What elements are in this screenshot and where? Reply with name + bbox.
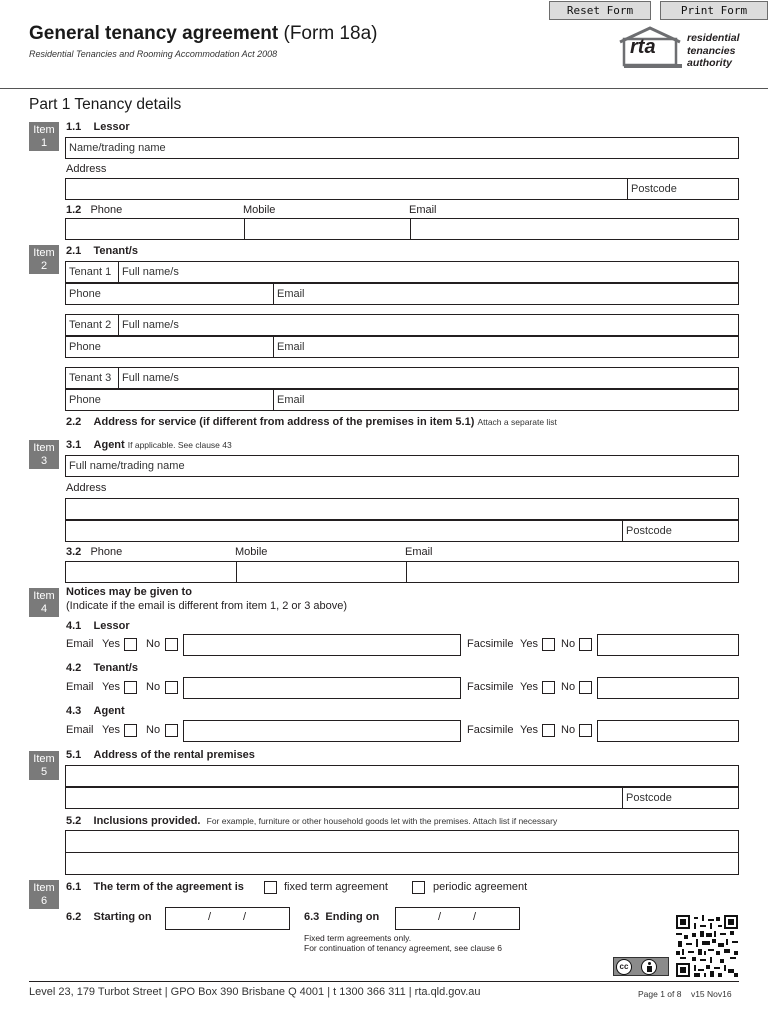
part1-title: Part 1 Tenancy details (29, 96, 182, 113)
notice-tenant-fax-yes-checkbox[interactable] (542, 681, 555, 694)
lessor-mobile-input[interactable] (244, 218, 411, 240)
print-form-button[interactable]: Print Form (660, 1, 768, 20)
notice-lessor-email-no-checkbox[interactable] (165, 638, 178, 651)
inclusions-line1-input[interactable] (65, 830, 739, 853)
footer-contact: Level 23, 179 Turbot Street | GPO Box 390 Brisbane Q 4001 | t 1300 366 311 | rta.qld.gov.au (29, 986, 481, 998)
lessor-email-input[interactable] (410, 218, 739, 240)
notice-agent-no-label: No (146, 724, 161, 736)
item-3-badge: Item 3 (29, 440, 59, 469)
notice-lessor-no-label: No (146, 638, 161, 650)
end-date-slash-1: / (438, 911, 442, 923)
title-main: General tenancy agreement (29, 23, 279, 44)
tenant2-name-input[interactable]: Full name/s (118, 314, 739, 336)
continuation-note: For continuation of tenancy agreement, see clause 6 (304, 943, 502, 953)
agent-email-label: Email (405, 546, 433, 558)
notice-lessor-fax-input[interactable] (597, 634, 739, 656)
premises-address-line1-input[interactable] (65, 765, 739, 787)
tenant3-phone-input[interactable]: Phone (65, 389, 274, 411)
notice-lessor-email-input[interactable] (183, 634, 461, 656)
notice-agent-fax-no-label: No (561, 724, 576, 736)
agent-email-input[interactable] (406, 561, 739, 583)
item-4-badge: Item 4 (29, 588, 59, 617)
notice-tenant-no-label: No (146, 681, 161, 693)
start-date-slash-1: / (208, 911, 212, 923)
notice-agent-yes-label: Yes (102, 724, 120, 736)
notice-lessor-fax-yes-label: Yes (520, 638, 538, 650)
term-heading: 6.1 The term of the agreement is (66, 881, 244, 893)
notice-lessor-email-label: Email (66, 638, 94, 650)
notice-tenant-email-input[interactable] (183, 677, 461, 699)
tenant1-label-cell: Tenant 1 (65, 261, 119, 283)
notice-tenant-email-label: Email (66, 681, 94, 693)
tenant1-email-input[interactable]: Email (273, 283, 739, 305)
cc-icon: cc (616, 959, 632, 975)
lessor-email-label: Email (409, 204, 437, 216)
start-date-slash-2: / (243, 911, 247, 923)
end-date-input[interactable] (395, 907, 520, 930)
notice-tenant-email-no-checkbox[interactable] (165, 681, 178, 694)
item-5-badge: Item 5 (29, 751, 59, 780)
tenant3-label-cell: Tenant 3 (65, 367, 119, 389)
agent-name-input[interactable]: Full name/trading name (65, 455, 739, 477)
item-6-badge: Item 6 (29, 880, 59, 909)
inclusions-heading: 5.2 Inclusions provided. For example, furniture or other household goods let with the premises. Attach list if necessary (66, 815, 558, 827)
notice-tenant-yes-label: Yes (102, 681, 120, 693)
agent-mobile-input[interactable] (236, 561, 407, 583)
notice-lessor-fax-yes-checkbox[interactable] (542, 638, 555, 651)
agent-mobile-label: Mobile (235, 546, 268, 558)
footer-divider (29, 981, 739, 982)
notice-tenant-fax-no-label: No (561, 681, 576, 693)
premises-postcode-input[interactable]: Postcode (622, 787, 739, 809)
lessor-postcode-input[interactable]: Postcode (627, 178, 739, 200)
tenant2-email-input[interactable]: Email (273, 336, 739, 358)
notice-tenant-fax-yes-label: Yes (520, 681, 538, 693)
notice-lessor-email-yes-checkbox[interactable] (124, 638, 137, 651)
notice-lessor-fax-no-checkbox[interactable] (579, 638, 592, 651)
attribution-icon (641, 959, 657, 975)
agent-phone-input[interactable] (65, 561, 237, 583)
page-number: Page 1 of 8 v15 Nov16 (638, 989, 732, 999)
rta-logo-text: residential tenancies authority (687, 32, 740, 69)
lessor-heading: 1.1 Lessor (66, 121, 130, 133)
page-subtitle: Residential Tenancies and Rooming Accommodation Act 2008 (29, 49, 278, 59)
notice-tenant-fax-no-checkbox[interactable] (579, 681, 592, 694)
agent-postcode-input[interactable]: Postcode (622, 520, 739, 542)
item-1-badge: Item 1 (29, 122, 59, 151)
notice-agent-fax-yes-checkbox[interactable] (542, 724, 555, 737)
tenant3-email-input[interactable]: Email (273, 389, 739, 411)
agent-heading: 3.1 Agent If applicable. See clause 43 (66, 439, 232, 451)
notice-agent-email-yes-checkbox[interactable] (124, 724, 137, 737)
notice-tenant-heading: 4.2 Tenant/s (66, 662, 138, 674)
lessor-address-label: Address (66, 163, 107, 175)
agent-address-label: Address (66, 482, 107, 494)
tenant1-phone-input[interactable]: Phone (65, 283, 274, 305)
notice-agent-fax-input[interactable] (597, 720, 739, 742)
agent-address-line1-input[interactable] (65, 498, 739, 520)
notice-agent-email-label: Email (66, 724, 94, 736)
notice-tenant-fax-label: Facsimile (467, 681, 514, 693)
notice-agent-fax-no-checkbox[interactable] (579, 724, 592, 737)
tenant2-phone-input[interactable]: Phone (65, 336, 274, 358)
inclusions-line2-input[interactable] (65, 852, 739, 875)
tenant1-name-input[interactable]: Full name/s (118, 261, 739, 283)
notice-agent-email-input[interactable] (183, 720, 461, 742)
notices-subtitle: (Indicate if the email is different from item 1, 2 or 3 above) (66, 600, 348, 612)
fixed-term-label: fixed term agreement (284, 881, 388, 893)
tenants-heading: 2.1 Tenant/s (66, 245, 138, 257)
notice-lessor-fax-no-label: No (561, 638, 576, 650)
header-divider (0, 88, 768, 89)
tenant2-label-cell: Tenant 2 (65, 314, 119, 336)
agent-address-line2-input[interactable] (65, 520, 623, 542)
end-date-slash-2: / (473, 911, 477, 923)
notice-agent-fax-yes-label: Yes (520, 724, 538, 736)
lessor-phone-heading: 1.2 Phone (66, 204, 123, 216)
tenant3-name-input[interactable]: Full name/s (118, 367, 739, 389)
lessor-phone-input[interactable] (65, 218, 245, 240)
lessor-mobile-label: Mobile (243, 204, 276, 216)
item-2-badge: Item 2 (29, 245, 59, 274)
periodic-checkbox[interactable] (412, 881, 425, 894)
notice-tenant-fax-input[interactable] (597, 677, 739, 699)
rta-logo-mark: rta (630, 36, 656, 58)
notice-agent-fax-label: Facsimile (467, 724, 514, 736)
notice-lessor-fax-label: Facsimile (467, 638, 514, 650)
fixed-term-checkbox[interactable] (264, 881, 277, 894)
rta-logo (614, 24, 744, 72)
premises-address-line2-input[interactable] (65, 787, 623, 809)
agent-phone-heading: 3.2 Phone (66, 546, 123, 558)
notice-agent-heading: 4.3 Agent (66, 705, 125, 717)
notice-tenant-email-yes-checkbox[interactable] (124, 681, 137, 694)
title-form-number: (Form 18a) (283, 23, 378, 44)
premises-heading: 5.1 Address of the rental premises (66, 749, 255, 761)
notice-lessor-heading: 4.1 Lessor (66, 620, 130, 632)
notice-lessor-yes-label: Yes (102, 638, 120, 650)
lessor-address-input[interactable] (65, 178, 628, 200)
address-for-service-heading: 2.2 Address for service (if different from address of the premises in item 5.1) Attach a separate list (66, 416, 557, 428)
start-date-heading: 6.2 Starting on (66, 911, 152, 923)
periodic-label: periodic agreement (433, 881, 528, 893)
page-title (29, 23, 377, 45)
lessor-name-input[interactable]: Name/trading name (65, 137, 739, 159)
fixed-term-note: Fixed term agreements only. (304, 933, 412, 943)
end-date-heading: 6.3 Ending on (304, 911, 380, 923)
creative-commons-badge (613, 957, 669, 976)
qr-code-icon (676, 915, 738, 977)
reset-form-button[interactable]: Reset Form (549, 1, 651, 20)
notice-agent-email-no-checkbox[interactable] (165, 724, 178, 737)
start-date-input[interactable] (165, 907, 290, 930)
notices-heading: Notices may be given to (66, 586, 192, 598)
